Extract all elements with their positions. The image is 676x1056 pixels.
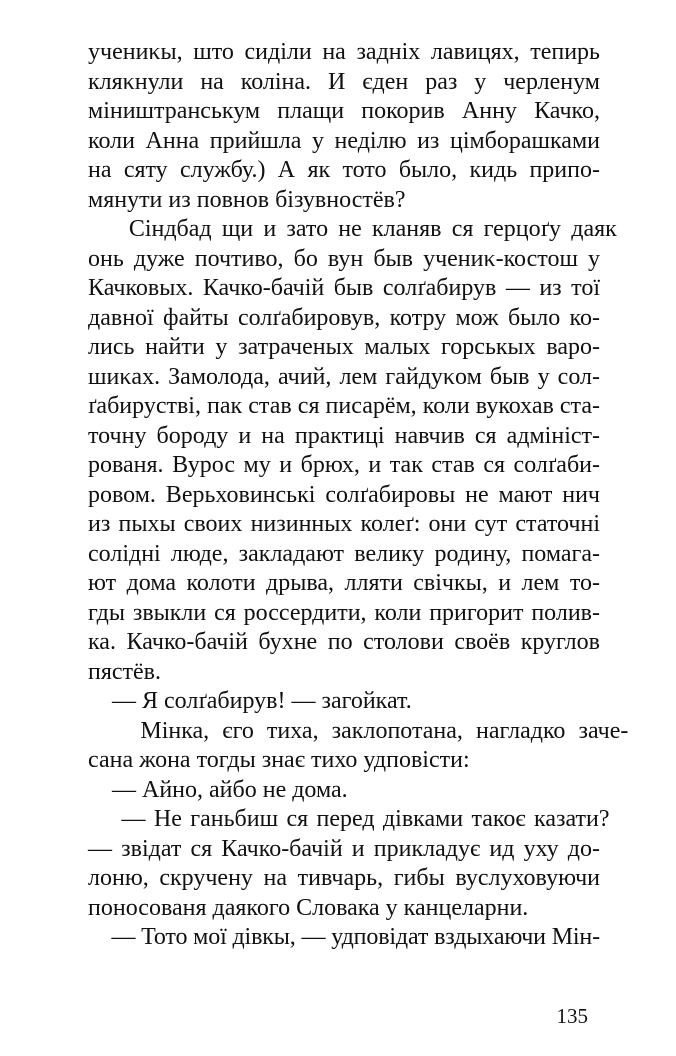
text-line: ют дома колоти дрыва, лляти свічкы, и лем то- [88, 570, 600, 596]
text-line: ка. Качко-бачій бухне по столови своёв круглов [88, 629, 600, 655]
text-line: точну бороду и на практиці навчив ся адмініст- [88, 422, 600, 449]
text-line: гды звыкли ся россердити, коли пригорит полив- [88, 599, 600, 626]
page-number: 135 [556, 1004, 588, 1028]
text-line: — Не ганьбиш ся перед дівками такоє казати? [88, 806, 610, 832]
text-line: рованя. Вурос му и брюх, и так став ся солґаби- [88, 452, 600, 478]
text-line: міништранськум плащи покорив Анну Качко, [88, 98, 600, 124]
text-line: Качковых. Качко-бачій быв солґабирув — из тої [88, 275, 600, 301]
text-line: учениκы, што сиділи на задніх лавицях, тепирь [88, 39, 600, 65]
text-line: Мінка, єго тиха, заклопотана, нагладко заче- [88, 717, 629, 744]
text-line: коли Анна прийшла у неділю из цімборашками [88, 127, 600, 154]
text-line: поносованя даякого Словака у канцеларни. [88, 894, 529, 921]
text-line: шиκах. Замолода, ачий, лем гайдуκом быв у сол- [88, 363, 600, 390]
text-line: солідні люде, закладают велику родину, помага- [88, 540, 600, 567]
text-line: — Айно, айбо не дома. [88, 776, 348, 803]
body-text [88, 38, 629, 953]
text-line: лись найти у затраченых малых горськых варо- [88, 334, 600, 360]
text-line: сана жона тогды знає тихо удповісти: [88, 747, 470, 773]
text-line: онь дуже почтиво, бо вун быв учениκ-костош у [88, 245, 600, 272]
text-line: — звідат ся Качко-бачій и прикладує ид уху до- [88, 835, 600, 862]
text-line: ґабирустві, пак став ся писарём, коли вукохав ста- [88, 393, 600, 419]
text-line: мянути из повнов бізувностёв? [88, 186, 406, 213]
text-line: Сіндбад щи и зато не кланяв ся герцоґу даяк [88, 216, 617, 242]
text-line: — Я солґабирув! — загойкат. [88, 688, 412, 714]
text-line: лоню, скручену на тивчарь, гибы вуслуховуючи [88, 865, 600, 891]
text-line: давної файты солґабировув, котру мож было ко- [88, 304, 600, 331]
text-line: на сяту службу.) А як тото было, кидь припо- [88, 157, 600, 183]
text-line: пястёв. [88, 658, 162, 685]
text-line: из пыхы своих низинных колеґ: они сут статочні [88, 511, 600, 537]
text-line: — Тото мої дівкы, — удповідат вздыхаючи Мін- [88, 924, 600, 950]
text-line: кляκнули на коліна. И єден раз у черленум [88, 68, 600, 95]
text-line: ровом. Верьховинські солґабировы не мают нич [88, 481, 600, 508]
